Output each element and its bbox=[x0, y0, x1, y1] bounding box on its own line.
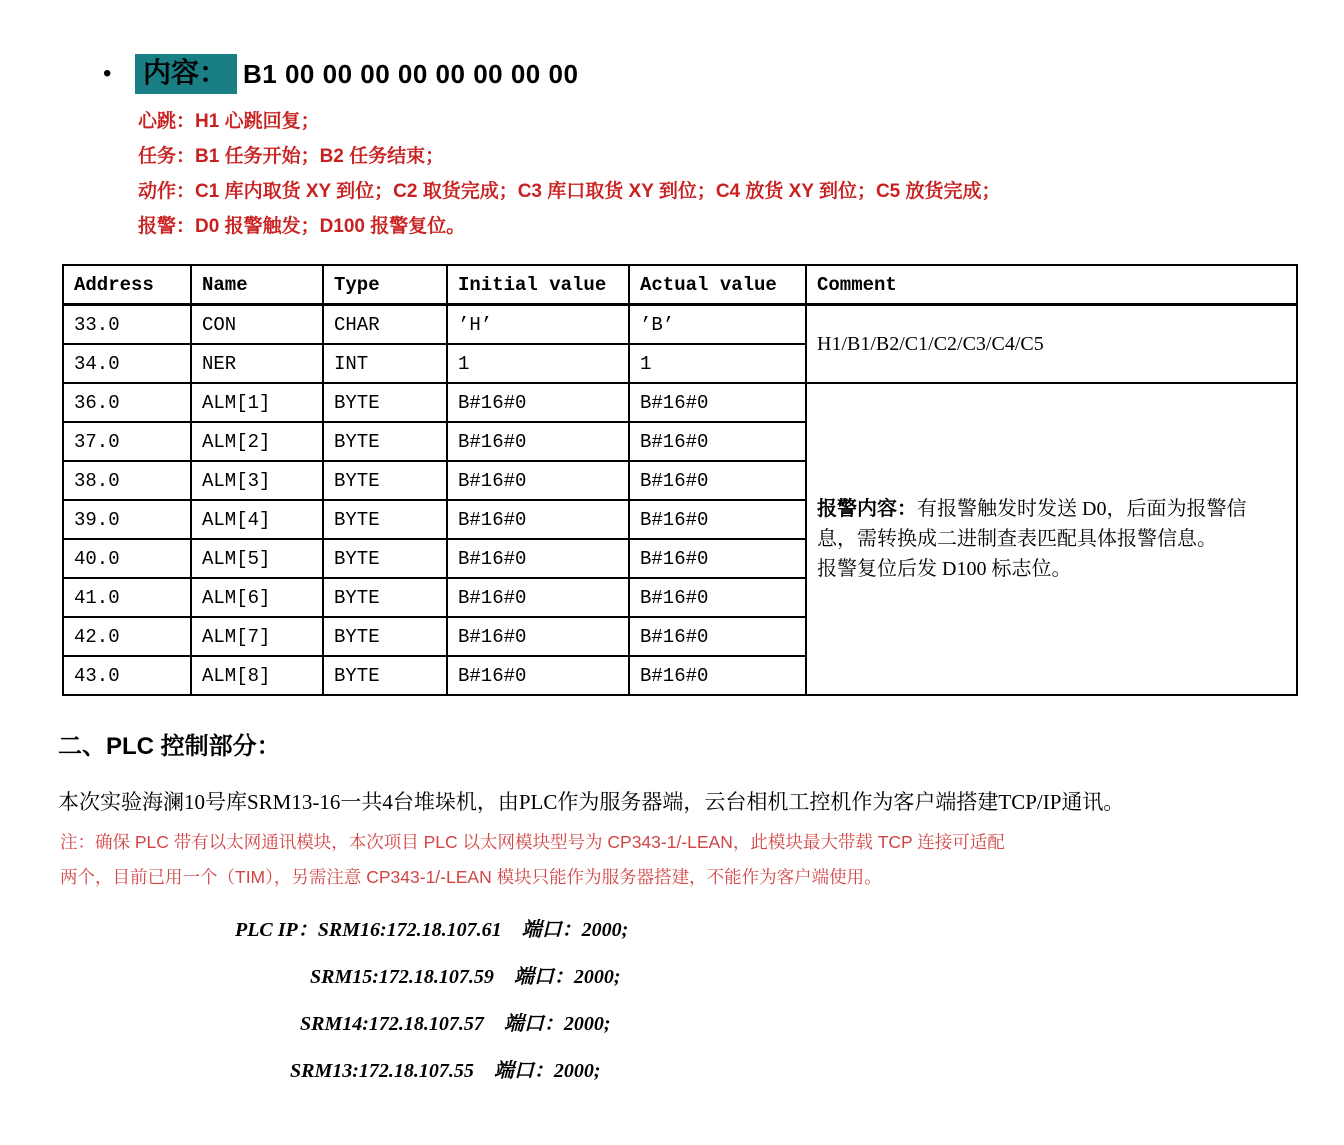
protocol-line-action: 动作：C1 库内取货 XY 到位；C2 取货完成；C3 库口取货 XY 到位；C4 放货 XY 到位；C5 放货完成； bbox=[138, 181, 1001, 202]
cell-actual: B#16#0 bbox=[629, 656, 806, 695]
cell-type: BYTE bbox=[323, 578, 447, 617]
cell-type: CHAR bbox=[323, 305, 447, 345]
cell-address: 43.0 bbox=[63, 656, 191, 695]
cell-initial: B#16#0 bbox=[447, 578, 629, 617]
cell-type: BYTE bbox=[323, 461, 447, 500]
cell-address: 38.0 bbox=[63, 461, 191, 500]
protocol-line-heartbeat: 心跳：H1 心跳回复； bbox=[138, 111, 320, 132]
cell-actual: B#16#0 bbox=[629, 617, 806, 656]
cell-initial: B#16#0 bbox=[447, 617, 629, 656]
cell-actual: B#16#0 bbox=[629, 500, 806, 539]
alarm-comment-text: 有报警触发时发送 D0，后面为报警信息，需转换成二进制查表匹配具体报警信息。 bbox=[817, 498, 1247, 550]
cell-initial: B#16#0 bbox=[447, 656, 629, 695]
content-bullet-line bbox=[103, 54, 1344, 94]
cell-initial: ’H’ bbox=[447, 305, 629, 345]
cell-actual: 1 bbox=[629, 344, 806, 383]
cell-name: ALM[6] bbox=[191, 578, 323, 617]
alarm-comment-label: 报警内容： bbox=[817, 498, 917, 520]
table-row bbox=[63, 305, 1297, 345]
section-heading-plc-control: 二、PLC 控制部分： bbox=[58, 733, 281, 760]
comment-cell-alarm bbox=[806, 383, 1297, 695]
cell-type: BYTE bbox=[323, 656, 447, 695]
cell-address: 40.0 bbox=[63, 539, 191, 578]
header-address: Address bbox=[63, 265, 191, 305]
cell-address: 37.0 bbox=[63, 422, 191, 461]
plc-variable-table bbox=[62, 264, 1298, 696]
red-note-block bbox=[60, 825, 1344, 895]
cell-name: ALM[1] bbox=[191, 383, 323, 422]
cell-initial: B#16#0 bbox=[447, 461, 629, 500]
cell-actual: B#16#0 bbox=[629, 578, 806, 617]
note-line: 注：确保 PLC 带有以太网通讯模块，本次项目 PLC 以太网模块型号为 CP343-1/-LEAN，此模块最大带载 TCP 连接可适配 bbox=[60, 832, 1005, 852]
table-header-row bbox=[63, 265, 1297, 305]
protocol-line-alarm: 报警：D0 报警触发；D100 报警复位。 bbox=[138, 216, 466, 237]
header-comment: Comment bbox=[806, 265, 1297, 305]
protocol-line-task: 任务：B1 任务开始；B2 任务结束； bbox=[138, 146, 445, 167]
content-hex-value: B1 00 00 00 00 00 00 00 00 bbox=[243, 58, 579, 89]
plc-ip-line-srm15: SRM15:172.18.107.59 端口：2000; bbox=[310, 966, 621, 988]
cell-type: BYTE bbox=[323, 500, 447, 539]
protocol-notes bbox=[138, 104, 1344, 244]
header-name: Name bbox=[191, 265, 323, 305]
cell-type: BYTE bbox=[323, 422, 447, 461]
alarm-comment-line2: 报警复位后发 D100 标志位。 bbox=[817, 558, 1072, 580]
cell-type: INT bbox=[323, 344, 447, 383]
cell-initial: B#16#0 bbox=[447, 422, 629, 461]
plc-ip-line-srm16: PLC IP：SRM16:172.18.107.61 端口：2000; bbox=[235, 919, 629, 941]
cell-type: BYTE bbox=[323, 539, 447, 578]
cell-actual: B#16#0 bbox=[629, 461, 806, 500]
cell-address: 39.0 bbox=[63, 500, 191, 539]
plc-ip-list bbox=[0, 917, 1344, 1084]
cell-actual: ’B’ bbox=[629, 305, 806, 345]
cell-name: ALM[7] bbox=[191, 617, 323, 656]
header-actual-value: Actual value bbox=[629, 265, 806, 305]
cell-name: NER bbox=[191, 344, 323, 383]
cell-initial: 1 bbox=[447, 344, 629, 383]
alarm-comment-paragraph bbox=[817, 494, 1286, 554]
cell-type: BYTE bbox=[323, 383, 447, 422]
cell-actual: B#16#0 bbox=[629, 539, 806, 578]
cell-name: ALM[8] bbox=[191, 656, 323, 695]
cell-name: CON bbox=[191, 305, 323, 345]
cell-initial: B#16#0 bbox=[447, 383, 629, 422]
cell-initial: B#16#0 bbox=[447, 500, 629, 539]
cell-type: BYTE bbox=[323, 617, 447, 656]
cell-actual: B#16#0 bbox=[629, 422, 806, 461]
header-initial-value: Initial value bbox=[447, 265, 629, 305]
comment-cell-con-ner: H1/B1/B2/C1/C2/C3/C4/C5 bbox=[806, 305, 1297, 384]
body-paragraph: 本次实验海澜10号库SRM13-16一共4台堆垛机，由PLC作为服务器端，云台相机工控机作为客户端搭建TCP/IP通讯。 bbox=[58, 790, 1125, 814]
bullet-icon: • bbox=[103, 60, 112, 87]
cell-address: 41.0 bbox=[63, 578, 191, 617]
cell-name: ALM[4] bbox=[191, 500, 323, 539]
plc-ip-line-srm13: SRM13:172.18.107.55 端口：2000; bbox=[290, 1060, 601, 1082]
cell-address: 34.0 bbox=[63, 344, 191, 383]
plc-ip-line-srm14: SRM14:172.18.107.57 端口：2000; bbox=[300, 1013, 611, 1035]
cell-actual: B#16#0 bbox=[629, 383, 806, 422]
table-row bbox=[63, 383, 1297, 422]
cell-name: ALM[5] bbox=[191, 539, 323, 578]
cell-name: ALM[3] bbox=[191, 461, 323, 500]
cell-address: 33.0 bbox=[63, 305, 191, 345]
note-line: 两个，目前已用一个（TIM），另需注意 CP343-1/-LEAN 模块只能作为服务器搭建，不能作为客户端使用。 bbox=[60, 867, 882, 887]
cell-address: 42.0 bbox=[63, 617, 191, 656]
content-highlight-label: 内容： bbox=[135, 54, 237, 94]
header-type: Type bbox=[323, 265, 447, 305]
cell-name: ALM[2] bbox=[191, 422, 323, 461]
cell-initial: B#16#0 bbox=[447, 539, 629, 578]
cell-address: 36.0 bbox=[63, 383, 191, 422]
